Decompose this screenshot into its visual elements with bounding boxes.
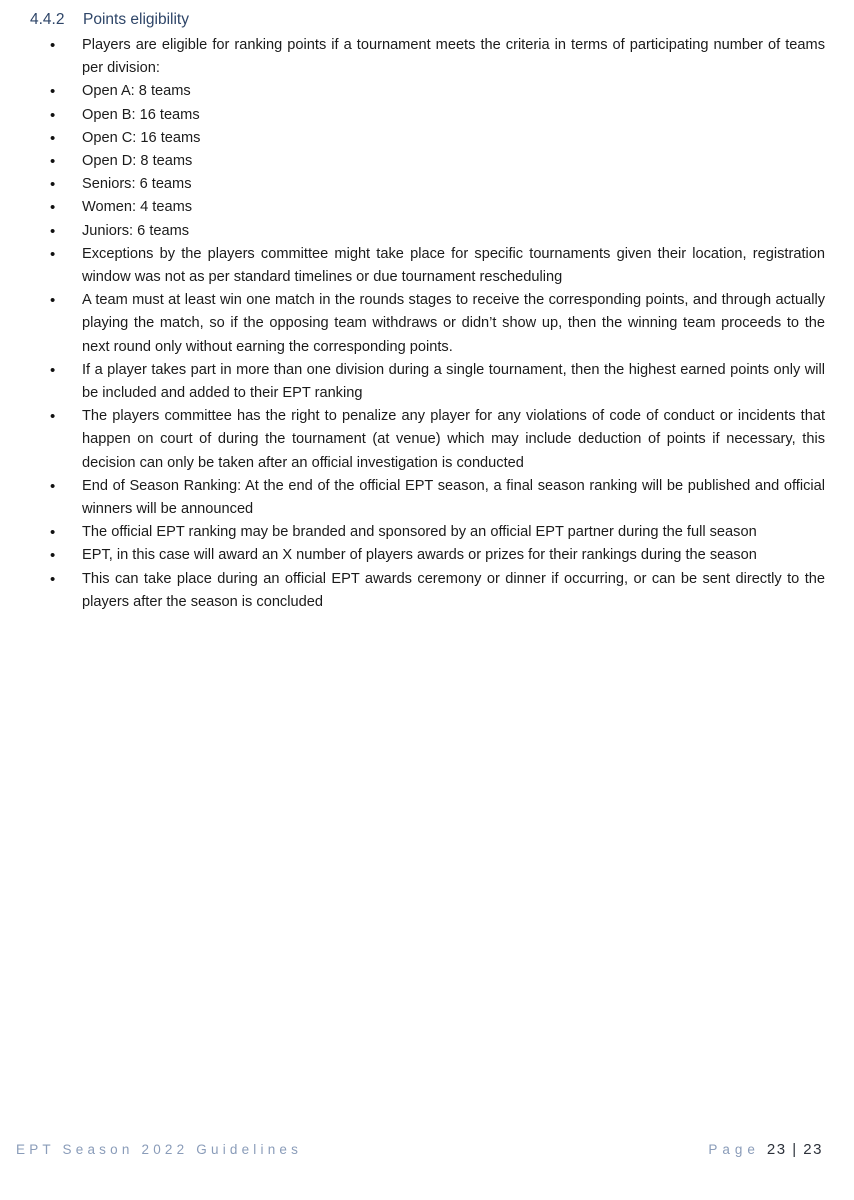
bullet-item: • The players committee has the right to penalize any player for any violations of code of conduct or incidents that happen on court of during the tournament (at venue) which may include deduction of points if necessary, this decision can only be taken after an official investigation is conducted bbox=[0, 405, 854, 475]
bullet-item: • End of Season Ranking: At the end of the official EPT season, a final season ranking will be published and official winners will be announced bbox=[0, 475, 854, 521]
section-heading bbox=[30, 9, 854, 31]
bullet-item: • Women: 4 teams bbox=[0, 196, 854, 219]
bullet-item: • Open D: 8 teams bbox=[0, 150, 854, 173]
section-title: Points eligibility bbox=[83, 11, 189, 28]
bullet-item: • Open A: 8 teams bbox=[0, 80, 854, 103]
bullet-list bbox=[0, 34, 854, 614]
bullet-item: • Open B: 16 teams bbox=[0, 104, 854, 127]
section-number: 4.4.2 bbox=[30, 11, 65, 28]
bullet-item: • If a player takes part in more than one division during a single tournament, then the highest earned points only will be included and added to their EPT ranking bbox=[0, 359, 854, 405]
bullet-item: • Seniors: 6 teams bbox=[0, 173, 854, 196]
bullet-item: • A team must at least win one match in the rounds stages to receive the corresponding points, and through actually playing the match, so if the opposing team withdraws or didn’t show up, then the winning team proceeds to the next round only without earning the corresponding points. bbox=[0, 289, 854, 359]
bullet-item: • Exceptions by the players committee might take place for specific tournaments given their location, registration window was not as per standard timelines or due tournament rescheduling bbox=[0, 243, 854, 289]
footer-document-title: EPT Season 2022 Guidelines bbox=[16, 1142, 303, 1157]
bullet-item: • The official EPT ranking may be branded and sponsored by an official EPT partner during the full season bbox=[0, 521, 854, 544]
bullet-item: • Players are eligible for ranking points if a tournament meets the criteria in terms of participating number of teams per division: bbox=[0, 34, 854, 80]
footer-page-number: 23 | 23 bbox=[766, 1141, 823, 1158]
bullet-item: • This can take place during an official EPT awards ceremony or dinner if occurring, or can be sent directly to the players after the season is concluded bbox=[0, 568, 854, 614]
bullet-item: • Juniors: 6 teams bbox=[0, 220, 854, 243]
footer-page-label: Page bbox=[708, 1142, 760, 1157]
page-footer bbox=[16, 1141, 823, 1159]
footer-page-info bbox=[708, 1141, 823, 1159]
bullet-item: • EPT, in this case will award an X number of players awards or prizes for their rankings during the season bbox=[0, 544, 854, 567]
bullet-item: • Open C: 16 teams bbox=[0, 127, 854, 150]
